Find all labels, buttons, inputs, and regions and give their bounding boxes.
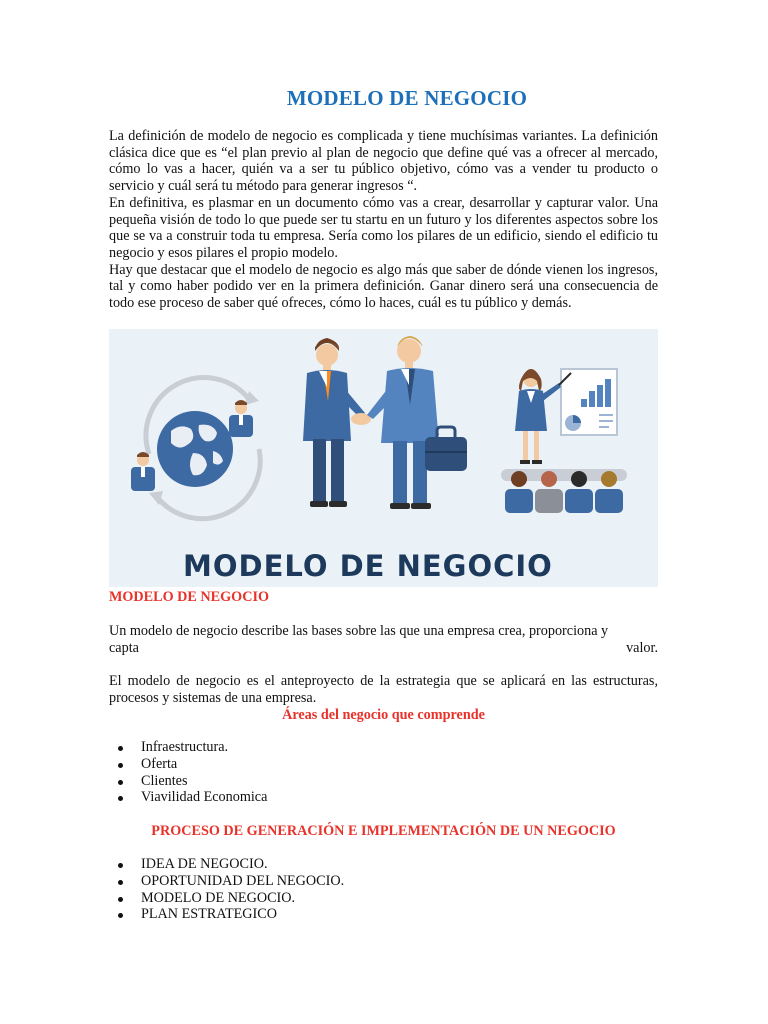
small-person-icon <box>229 400 253 437</box>
list-item: IDEA DE NEGOCIO. <box>109 856 344 873</box>
intro-paragraph-2: En definitiva, es plasmar en un documento cómo vas a crear, desarrollar y capturar valor. Una pequeña visión de todo lo que puede ser tu startu en un futuro y los diferentes aspectos sobre los que se va a construir toda tu empresa. Sería como los pilares de un edificio, siendo el edificio tu negocio y esos pilares el propio modelo. <box>109 194 658 261</box>
bullet-icon <box>118 863 123 868</box>
intro-paragraph-3: Hay que destacar que el modelo de negocio es algo más que saber de dónde vienen los ingresos, tal y como haber podido ver en la primera definición. Ganar dinero será una consecuencia de todo ese proceso de saber qué ofreces, cómo lo haces, cuál es tu público y demás. <box>109 261 658 312</box>
business-model-illustration <box>109 329 658 587</box>
areas-list <box>109 739 267 806</box>
bullet-icon <box>118 763 123 768</box>
section-heading: MODELO DE NEGOCIO <box>109 589 270 605</box>
globe-cycle-icon <box>146 378 260 519</box>
bullet-icon <box>118 880 123 885</box>
document-title: MODELO DE NEGOCIO <box>286 86 528 110</box>
paragraph-line: capta valor. <box>109 639 658 656</box>
businessman-right-icon <box>367 336 439 509</box>
illustration-graphic <box>109 329 658 587</box>
list-item: Infraestructura. <box>109 739 267 756</box>
list-item: MODELO DE NEGOCIO. <box>109 890 344 907</box>
list-item: Clientes <box>109 773 267 790</box>
list-item: PLAN ESTRATEGICO <box>109 906 344 923</box>
presentation-board-icon <box>561 369 617 435</box>
audience-icon <box>501 469 627 513</box>
bullet-icon <box>118 746 123 751</box>
intro-text <box>109 128 658 312</box>
list-item: Viavilidad Economica <box>109 789 267 806</box>
bullet-icon <box>118 796 123 801</box>
list-item: OPORTUNIDAD DEL NEGOCIO. <box>109 873 344 890</box>
section-paragraph-1 <box>109 623 658 656</box>
process-heading: PROCESO DE GENERACIÓN E IMPLEMENTACIÓN DE UN NEGOCIO <box>151 823 616 839</box>
bullet-icon <box>118 913 123 918</box>
areas-heading: Áreas del negocio que comprende <box>282 707 485 723</box>
globe-icon <box>157 411 233 487</box>
bullet-icon <box>118 897 123 902</box>
bullet-icon <box>118 780 123 785</box>
banner-caption: MODELO DE NEGOCIO <box>183 549 553 583</box>
section-paragraph-2: El modelo de negocio es el anteproyecto de la estrategia que se aplicará en las estructuras, procesos y sistemas de una empresa. <box>109 673 658 706</box>
list-item: Oferta <box>109 756 267 773</box>
intro-paragraph-1: La definición de modelo de negocio es complicada y tiene muchísimas variantes. La definición clásica dice que es “el plan previo al plan de negocio que define qué vas a ofrecer al mercado, cómo lo vas a hacer, quién va a ser tu público objetivo, cómo vas a vender tu producto o servicio y cuál será tu método para generar ingresos “. <box>109 128 658 195</box>
process-list <box>109 856 344 923</box>
paragraph-line: Un modelo de negocio describe las bases sobre las que una empresa crea, proporciona y <box>109 623 609 639</box>
small-person-icon <box>131 452 155 491</box>
